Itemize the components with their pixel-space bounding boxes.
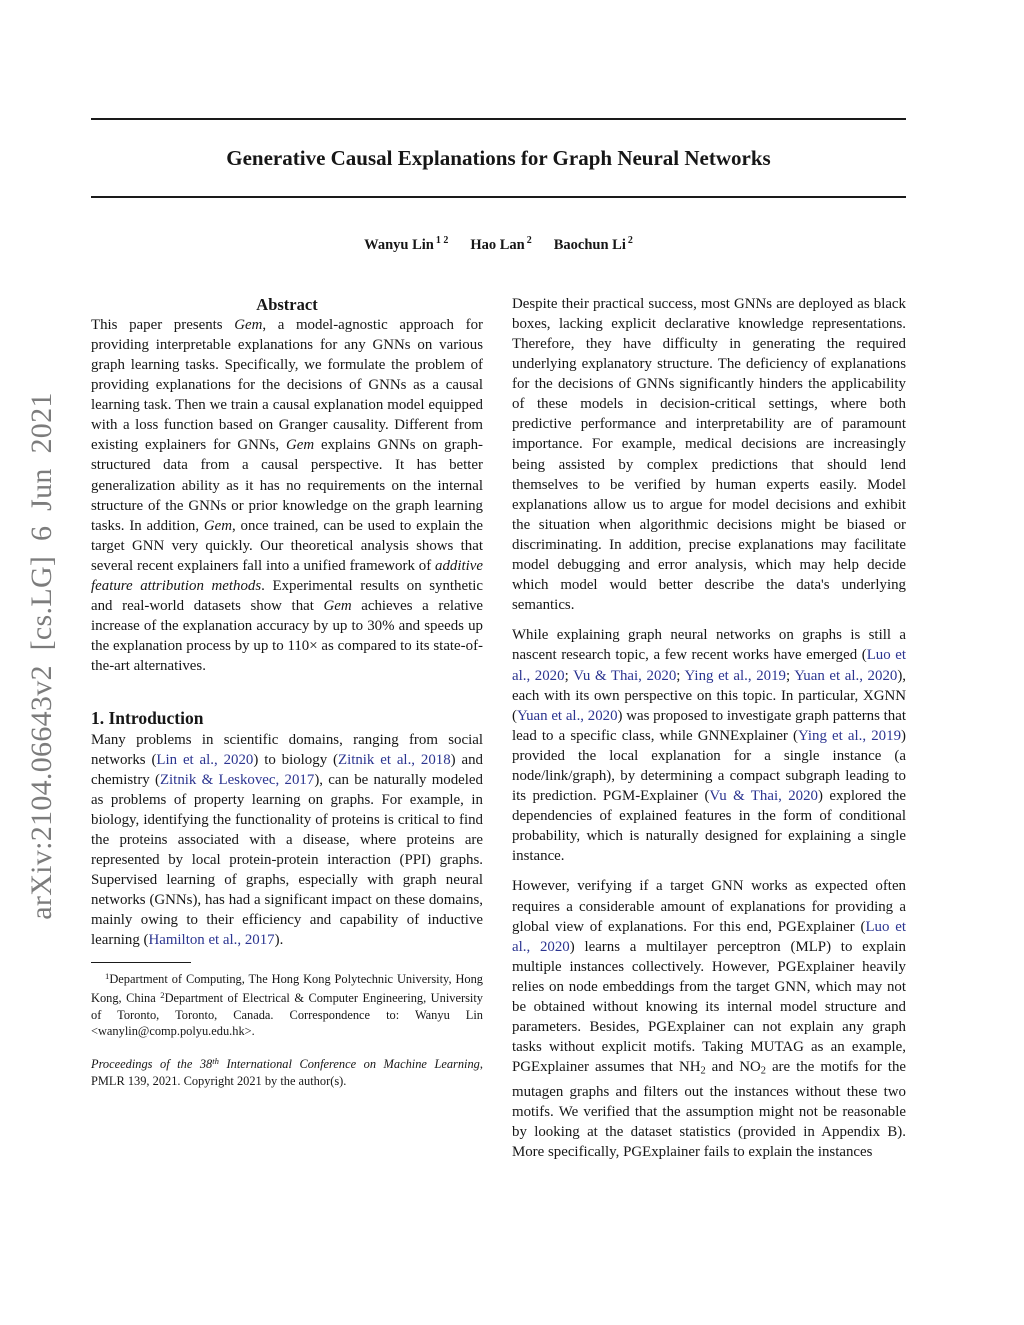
author [554, 237, 633, 253]
header-rule-bottom [91, 196, 906, 198]
author-line [91, 232, 906, 254]
author-affiliation-sup: 2 [627, 235, 633, 246]
citation-link[interactable]: Vu & Thai, 2020 [709, 788, 818, 805]
citation-link[interactable]: Luo et al., 2020 [512, 647, 906, 684]
author [470, 237, 531, 253]
right-paragraph-3: However, verifying if a target GNN works as expected often requires a considerable amount of explanations for providing a global view of explanations. For this end, PGExplainer (Luo et al., 2020) learns a multilayer perceptron (MLP) to explain multiple instances collectively. However, PGExplainer heavily relies on node embeddings from the target GNN, which may not be obtained without knowing its internal model structure and parameters. Besides, PGExplainer can not explain any graph tasks without explicit motifs. Taking MUTAG as an example, PGExplainer assumes that NH2 and NO2 are the motifs for the mutagen graphs and filters out the instances without these two motifs. We verified that the assumption might not be reasonable by looking at the dataset statistics (provided in Appendix B). More specifically, PGExplainer fails to explain the instances [512, 878, 907, 1161]
citation-link[interactable]: Hamilton et al., 2017 [148, 932, 275, 949]
abstract-heading: Abstract [256, 294, 318, 314]
section-heading-introduction: 1. Introduction [91, 707, 204, 728]
citation-link[interactable]: Lin et al., 2020 [156, 751, 254, 768]
citation-link[interactable]: Luo et al., 2020 [512, 918, 906, 955]
paper-title: Generative Causal Explanations for Graph Neural Networks [226, 146, 771, 170]
right-column [512, 294, 906, 1163]
two-column-body [91, 294, 906, 1163]
footnote-rule [91, 962, 191, 964]
footnote-affiliations: $^1$Department of Computing, The Hong Kong Polytechnic University, Hong Kong, China $^2$Department of Electrical & Computer Engineering, University of Toronto, Toronto, Canada. Correspondence to: Wanyu Lin <wanylin@comp.polyu.edu.hk>. [91, 971, 483, 1039]
citation-link[interactable]: Zitnik & Leskovec, 2017 [159, 771, 315, 788]
author-affiliation-sup: 2 [526, 235, 532, 246]
arxiv-watermark: arXiv:2104.06643v2 [cs.LG] 6 Jun 2021 [25, 392, 58, 920]
author-name: Baochun Li [553, 236, 626, 253]
citation-link[interactable]: Vu & Thai, 2020 [573, 667, 677, 684]
header-rule-top [91, 118, 906, 120]
author-name: Wanyu Lin [364, 236, 434, 253]
right-paragraph-2: While explaining graph neural networks on graphs is still a nascent research topic, a few recent works have emerged (Luo et al., 2020; Vu & Thai, 2020; Ying et al., 2019; Yuan et al., 2020), each with its own perspective on this topic. In particular, XGNN (Yuan et al., 2020) was proposed to investigate graph patterns that lead to a specific class, while GNNExplainer (Ying et al., 2019) provided the local explanation for a single instance (a node/link/graph), by determining a compact subgraph leading to its prediction. PGM-Explainer (Vu & Thai, 2020) explored the dependencies of explained features in the form of conditional probability, which is naturally designed for explaining a single instance. [512, 627, 907, 865]
author-affiliation-sup: 1 2 [435, 235, 449, 246]
left-column [91, 294, 483, 1089]
footnote-proceedings: Proceedings of the 38th International Conference on Machine Learning, PMLR 139, 2021. Copyright 2021 by the author(s). [91, 1056, 483, 1088]
citation-link[interactable]: Yuan et al., 2020 [794, 667, 898, 684]
paper-content [91, 118, 906, 1162]
right-paragraph-1: Despite their practical success, most GNNs are deployed as black boxes, lacking explicit declarative knowledge representations. Therefore, they have difficulty in generating the required underlying explanatory structure. The deficiency of explanations for the decisions of GNNs significantly hinders the applicability of these models in decision-critical settings, where both predictive performance and interpretability are of paramount importance. For example, medical decisions are increasingly being assisted by complex predictions that should lend themselves to be verified by human experts easily. Model explanations allow us to argue for model decisions and exhibit the situation when algorithmic decisions might be biased or discriminating. In addition, precise explanations may facilitate model debugging and error analysis, which may help decide which model would better describe the data's underlying semantics. [512, 295, 906, 614]
author [364, 237, 448, 253]
citation-link[interactable]: Ying et al., 2019 [797, 727, 902, 744]
citation-link[interactable]: Zitnik et al., 2018 [337, 751, 451, 768]
citation-link[interactable]: Ying et al., 2019 [684, 667, 786, 684]
abstract-paragraph: This paper presents Gem, a model-agnostic approach for providing interpretable explanations for any GNNs on various graph learning tasks. Specifically, we formulate the problem of providing explanations for the decisions of GNNs as a causal learning task. Then we train a causal explanation model equipped with a loss function based on Granger causality. Different from existing explainers for GNNs, Gem explains GNNs on graph-structured data from a causal perspective. It has better generalization ability as it has no requirements on the internal structure of the GNNs or prior knowledge on the graph learning tasks. In addition, Gem, once trained, can be used to explain the target GNN very quickly. Our theoretical analysis shows that several recent explainers fall into a unified framework of additive feature attribution methods. Experimental results on synthetic and real-world datasets show that Gem achieves a relative increase of the explanation accuracy by up to 30% and speeds up the explanation process by up to 110× as compared to its state-of-the-art alternatives. [91, 316, 484, 675]
introduction-paragraph: Many problems in scientific domains, ranging from social networks (Lin et al., 2020) to biology (Zitnik et al., 2018) and chemistry (Zitnik & Leskovec, 2017), can be naturally modeled as problems of property learning on graphs. For example, in biology, identifying the functionality of proteins is critical to find the proteins associated with a disease, where proteins are represented by local protein-protein interaction (PPI) graphs. Supervised learning of graphs, especially with graph neural networks (GNNs), has had a significant impact on these domains, mainly owing to their efficiency and capability of inductive learning (Hamilton et al., 2017). [91, 731, 483, 949]
citation-link[interactable]: Yuan et al., 2020 [516, 707, 618, 724]
author-name: Hao Lan [470, 236, 525, 253]
